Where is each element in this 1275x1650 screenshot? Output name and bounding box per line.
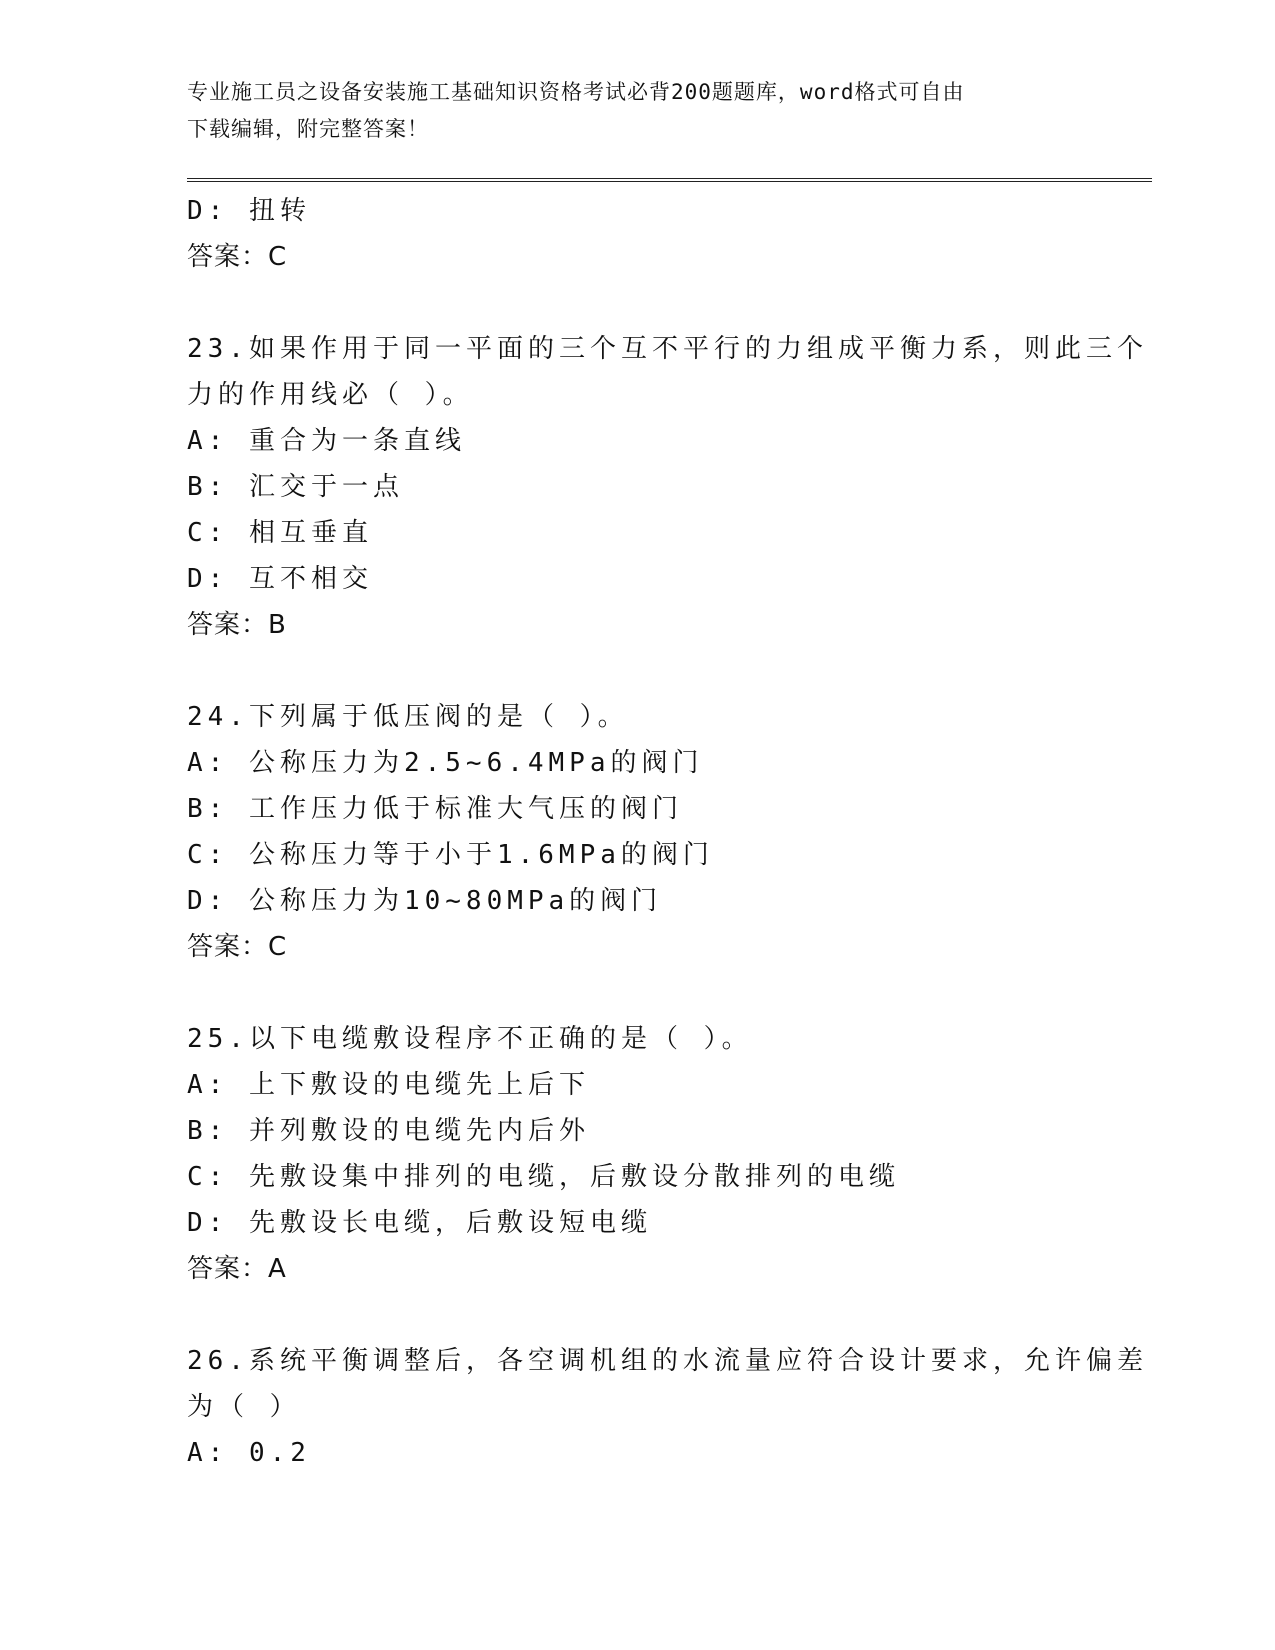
- question-stem: 26.系统平衡调整后，各空调机组的水流量应符合设计要求，允许偏差: [187, 1346, 1148, 1376]
- page-header: [187, 74, 1087, 148]
- option-c: C: 先敷设集中排列的电缆，后敷设分散排列的电缆: [187, 1162, 900, 1192]
- spacer: [187, 648, 1087, 694]
- question-stem-cont: 力的作用线必（ ）。: [187, 380, 474, 410]
- question-stem-cont: 为（ ）: [187, 1392, 301, 1422]
- question-23: [187, 326, 1148, 648]
- question-26: [187, 1338, 1148, 1476]
- spacer: [187, 1292, 1087, 1338]
- option-d: D: 先敷设长电缆，后敷设短电缆: [187, 1208, 652, 1238]
- spacer: [187, 970, 1087, 1016]
- question-25: [187, 1016, 1087, 1292]
- option-a: A: 0.2: [187, 1438, 311, 1468]
- spacer: [187, 280, 1087, 326]
- option-c: C: 相互垂直: [187, 518, 373, 548]
- option-c: C: 公称压力等于小于1.6MPa的阀门: [187, 840, 714, 870]
- header-line-2: 下载编辑，附完整答案！: [187, 117, 429, 141]
- document-body: [187, 188, 1148, 1476]
- option-d: D: 公称压力为10~80MPa的阀门: [187, 886, 663, 916]
- question-stem: 23.如果作用于同一平面的三个互不平行的力组成平衡力系，则此三个: [187, 334, 1148, 364]
- header-divider: [187, 178, 1152, 182]
- option-a: A: 重合为一条直线: [187, 426, 466, 456]
- option-d: D: 互不相交: [187, 564, 373, 594]
- option-a: A: 上下敷设的电缆先上后下: [187, 1070, 590, 1100]
- question-24: [187, 694, 1087, 970]
- header-line-1: 专业施工员之设备安装施工基础知识资格考试必背200题题库，word格式可自由: [187, 80, 965, 104]
- question-stem: 24.下列属于低压阀的是（ ）。: [187, 702, 629, 732]
- option-b: B: 并列敷设的电缆先内后外: [187, 1116, 590, 1146]
- option-b: B: 工作压力低于标准大气压的阀门: [187, 794, 683, 824]
- answer: 答案：C: [187, 242, 288, 272]
- answer: 答案：B: [187, 610, 287, 640]
- option-b: B: 汇交于一点: [187, 472, 404, 502]
- answer: 答案：C: [187, 932, 288, 962]
- answer: 答案：A: [187, 1254, 287, 1284]
- question-stem: 25.以下电缆敷设程序不正确的是（ ）。: [187, 1024, 753, 1054]
- option-a: A: 公称压力为2.5~6.4MPa的阀门: [187, 748, 704, 778]
- option-d: D: 扭转: [187, 196, 311, 226]
